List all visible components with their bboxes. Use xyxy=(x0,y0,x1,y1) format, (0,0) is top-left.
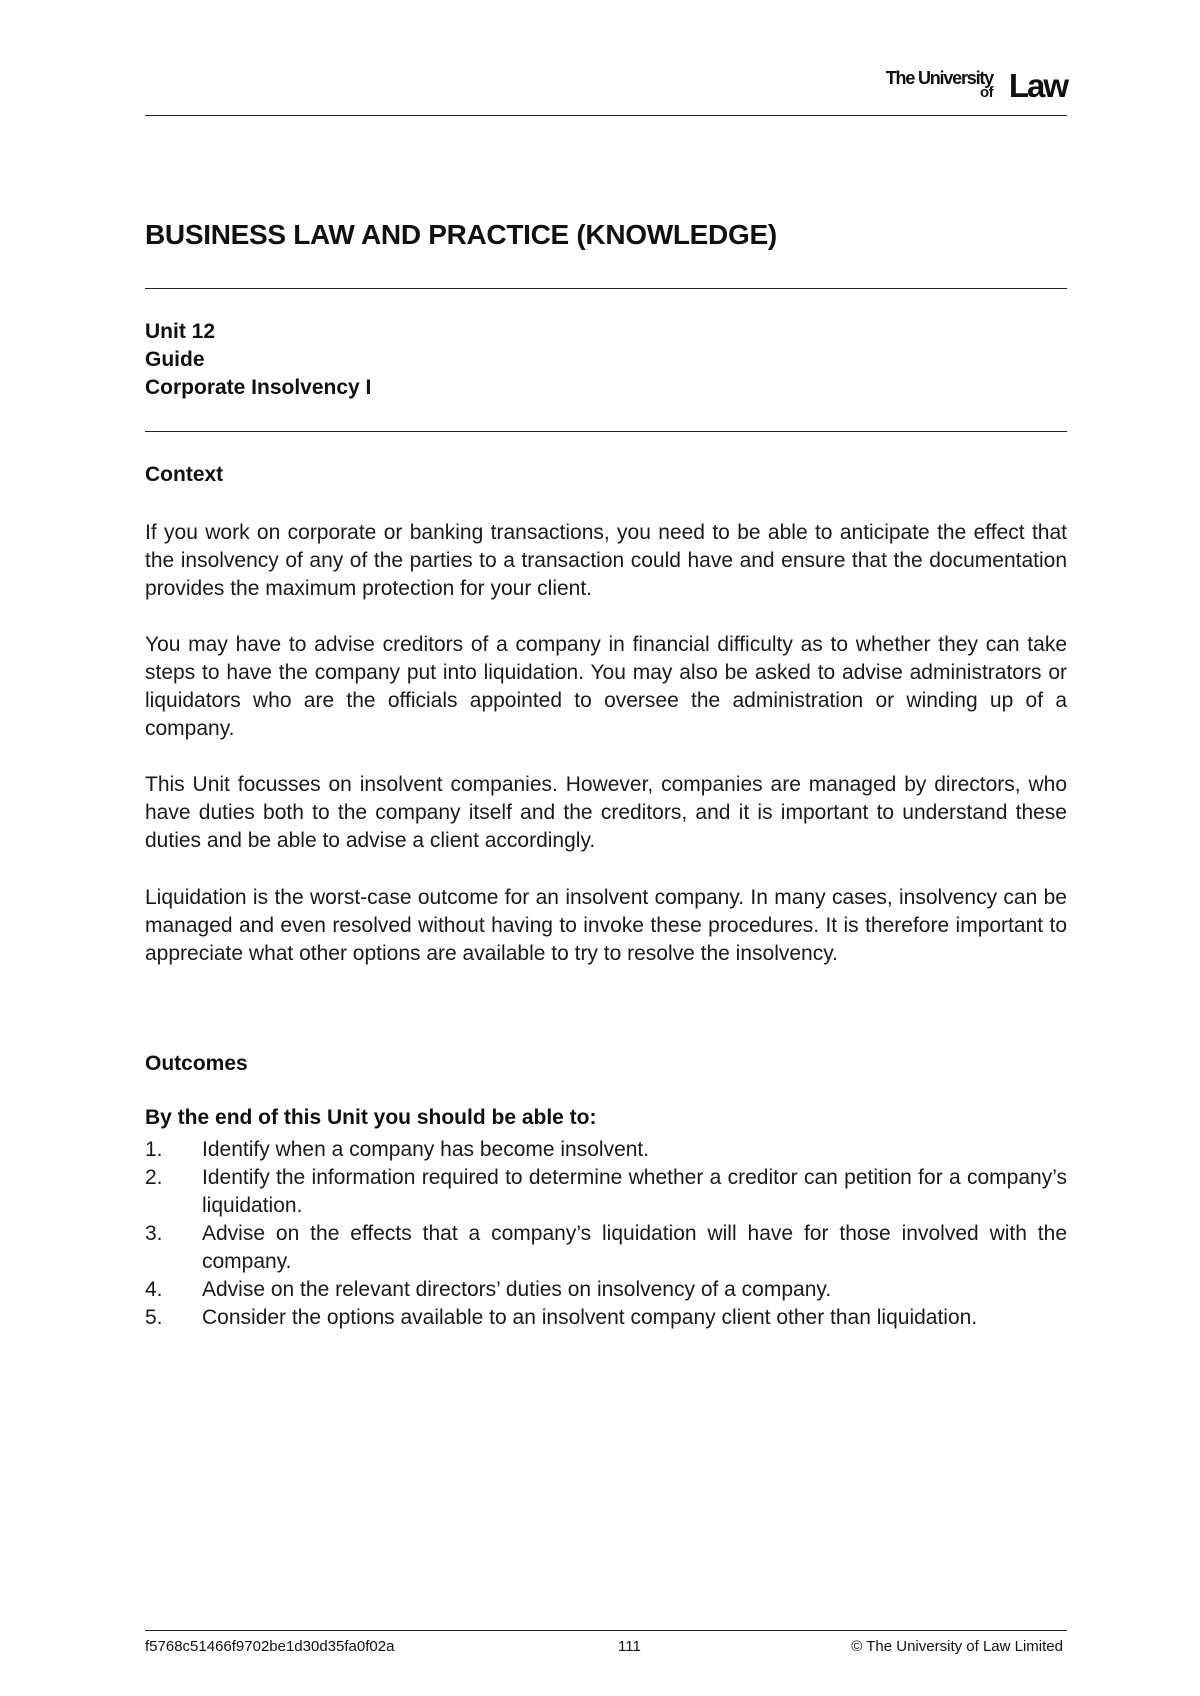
logo-line-of: of xyxy=(980,84,993,101)
list-item-text: Consider the options available to an insolvent company client other than liquidation. xyxy=(202,1306,978,1329)
list-item-number: 3. xyxy=(145,1222,163,1245)
list-item-text: Identify when a company has become insolvent. xyxy=(202,1138,650,1161)
header-divider xyxy=(145,115,1067,116)
list-item xyxy=(145,1164,1067,1220)
title-divider xyxy=(145,288,1067,289)
list-item-number: 5. xyxy=(145,1306,163,1329)
outcomes-list xyxy=(145,1136,1067,1332)
footer-copyright: © The University of Law Limited xyxy=(851,1638,1063,1655)
unit-divider xyxy=(145,431,1067,432)
unit-topic: Corporate Insolvency I xyxy=(145,376,372,399)
context-paragraph-1: If you work on corporate or banking transactions, you need to be able to anticipate the effect that the insolvency of any of the parties to a transaction could have and ensure that the documentation provides the maximum protection for your client. xyxy=(145,521,1067,600)
list-item-number: 1. xyxy=(145,1138,163,1161)
logo-line-law: Law xyxy=(1008,67,1067,104)
footer-divider xyxy=(145,1630,1067,1631)
context-paragraph-3: This Unit focusses on insolvent companies. However, companies are managed by directors, who have duties both to the company itself and the creditors, and it is important to understand these duties and be able to advise a client accordingly. xyxy=(145,773,1067,852)
university-of-law-logo xyxy=(847,68,1067,108)
context-heading: Context xyxy=(145,463,224,486)
list-item xyxy=(145,1304,1067,1332)
outcomes-heading: Outcomes xyxy=(145,1052,248,1075)
list-item-number: 2. xyxy=(145,1166,163,1189)
list-item xyxy=(145,1136,1067,1164)
unit-number: Unit 12 xyxy=(145,320,216,343)
document-title: BUSINESS LAW AND PRACTICE (KNOWLEDGE) xyxy=(145,219,777,250)
context-paragraph-2: You may have to advise creditors of a company in financial difficulty as to whether they can take steps to have the company put into liquidation. You may also be asked to advise administrators or liquidators who are the officials appointed to oversee the administration or winding up of a company. xyxy=(145,633,1067,740)
list-item-text: Advise on the effects that a company’s liquidation will have for those involved with the company. xyxy=(202,1222,1067,1273)
list-item-number: 4. xyxy=(145,1278,163,1301)
outcomes-intro: By the end of this Unit you should be able to: xyxy=(145,1106,597,1129)
unit-info xyxy=(145,318,371,402)
list-item xyxy=(145,1276,1067,1304)
list-item-text: Advise on the relevant directors’ duties on insolvency of a company. xyxy=(202,1278,832,1301)
unit-type: Guide xyxy=(145,348,205,371)
logo-line-university: The University xyxy=(885,68,993,88)
context-paragraph-4: Liquidation is the worst-case outcome for an insolvent company. In many cases, insolvency can be managed and even resolved without having to invoke these procedures. It is therefore important to appreciate what other options are available to try to resolve the insolvency. xyxy=(145,886,1067,965)
footer-document-id: f5768c51466f9702be1d30d35fa0f02a xyxy=(145,1638,395,1655)
footer-page-number: 111 xyxy=(618,1638,641,1655)
list-item xyxy=(145,1220,1067,1276)
list-item-text: Identify the information required to determine whether a creditor can petition for a company’s liquidation. xyxy=(202,1166,1067,1217)
